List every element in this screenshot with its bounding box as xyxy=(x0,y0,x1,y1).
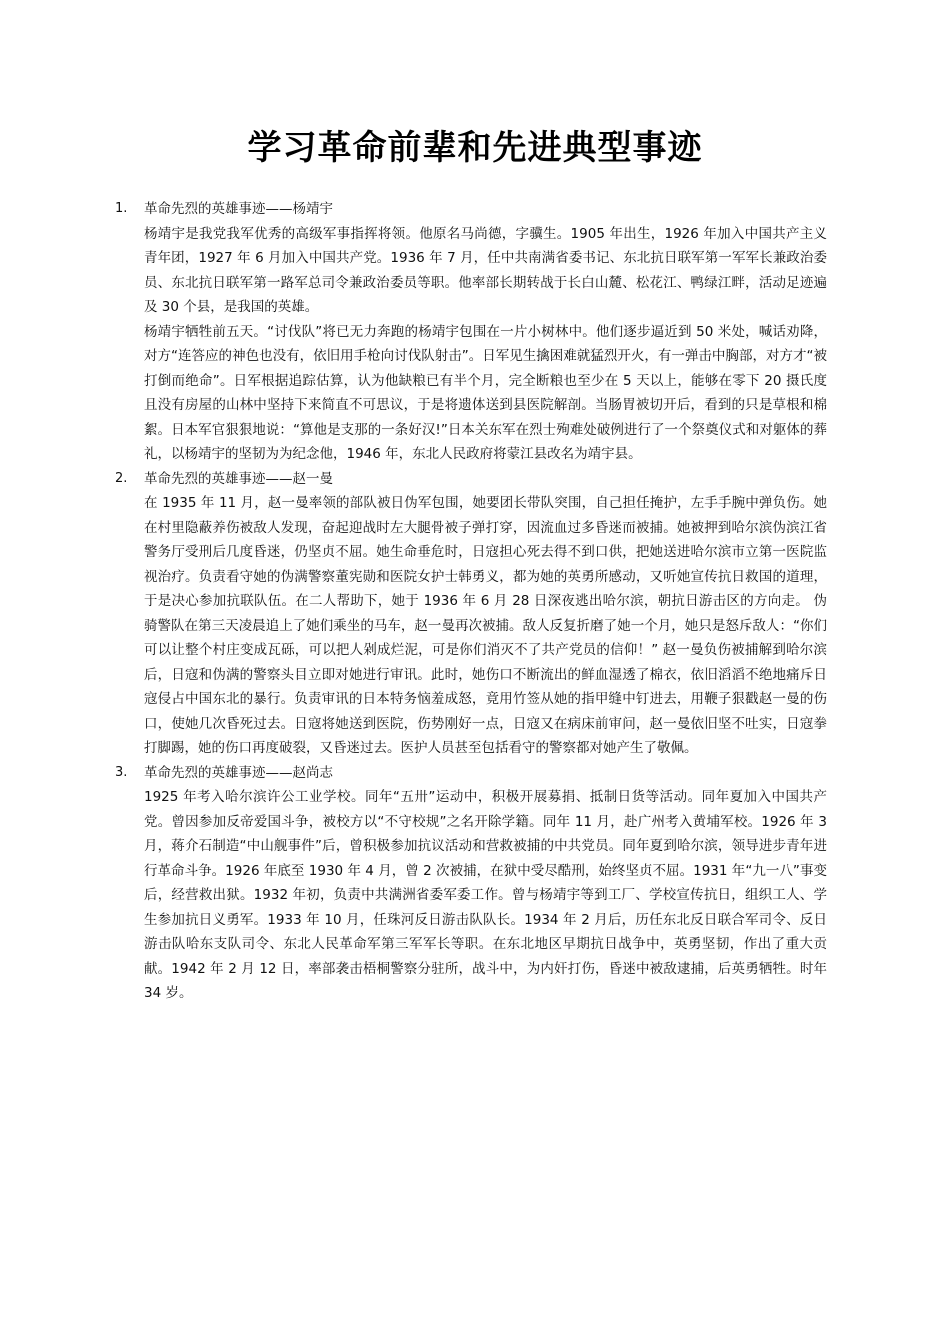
list-number: 2. xyxy=(115,470,128,486)
paragraph: 杨靖宇是我党我军优秀的高级军事指挥将领。他原名马尚德，字骥生。1905 年出生，1926 年加入中国共产主义青年团，1927 年 6 月加入中国共产党。1936 年 7 月，任中共南满省委书记、东北抗日联军第一军军长兼政治委员、东北抗日联军第一路军总司令兼政治委员等职。他率部长期转战于长白山麓、松花江、鸭绿江畔，活动足迹遍及 30 个县，是我国的英雄。 xyxy=(144,225,827,315)
paragraph: 在 1935 年 11 月，赵一曼率领的部队被日伪军包围，她要团长带队突围，自己担任掩护，左手手腕中弹负伤。她在村里隐蔽养伤被敌人发现，奋起迎战时左大腿骨被子弹打穿，因流血过多昏迷而被捕。她被押到哈尔滨伪滨江省警务厅受刑后几度昏迷，仍坚贞不屈。她生命垂危时，日寇担心死去得不到口供，把她送进哈尔滨市立第一医院监视治疗。负责看守她的伪满警察董宪勋和医院女护士韩勇义，都为她的英勇所感动，又听她宣传抗日救国的道理，于是决心参加抗联队伍。在二人帮助下，她于 1936 年 6 月 28 日深夜逃出哈尔滨，朝抗日游击区的方向走。 伪骑警队在第三天凌晨追上了她们乘坐的马车，赵一曼再次被捕。敌人反复折磨了她一个月，她只是怒斥敌人：“你们可以让整个村庄变成瓦砾，可以把人剁成烂泥，可是你们消灭不了共产党员的信仰！” 赵一曼负伤被捕解到哈尔滨后，日寇和伪满的警察头目立即对她进行审讯。此时，她伤口不断流出的鲜血湿透了棉衣，依旧滔滔不绝地痛斥日寇侵占中国东北的暴行。负责审讯的日本特务恼羞成怒，竟用竹签从她的指甲缝中钉进去，用鞭子狠戳赵一曼的伤口，使她几次昏死过去。日寇将她送到医院，伤势刚好一点，日寇又在病床前审问，赵一曼依旧坚不吐实，日寇拳打脚踢，她的伤口再度破裂，又昏迷过去。医护人员甚至包括看守的警察都对她产生了敬佩。 xyxy=(144,495,827,756)
page-title: 学习革命前辈和先进典型事迹 xyxy=(247,128,703,168)
section-yang-jingyu xyxy=(112,197,827,467)
list-number: 3. xyxy=(115,764,128,780)
paragraph: 1925 年考入哈尔滨许公工业学校。同年“五卅”运动中，积极开展募捐、抵制日货等活动。同年夏加入中国共产党。曾因参加反帝爱国斗争，被校方以“不守校规”之名开除学籍。同年 11 月，赴广州考入黄埔军校。1926 年 3 月，蒋介石制造“中山舰事件”后，曾积极参加抗议活动和营救被捕的中共党员。同年夏到哈尔滨，领导进步青年进行革命斗争。1926 年底至 1930 年 4 月，曾 2 次被捕，在狱中受尽酷刑，始终坚贞不屈。1931 年“九一八”事变后，经营救出狱。1932 年初，负责中共满洲省委军委工作。曾与杨靖宇等到工厂、学校宣传抗日，组织工人、学生参加抗日义勇军。1933 年 10 月，任珠河反日游击队队长。1934 年 2 月后，历任东北反日联合军司令、反日游击队哈东支队司令、东北人民革命军第三军军长等职。在东北地区早期抗日战争中，英勇坚韧，作出了重大贡献。1942 年 2 月 12 日，率部袭击梧桐警察分驻所，战斗中，为内奸打伤，昏迷中被敌逮捕，后英勇牺牲。时年 34 岁。 xyxy=(144,789,827,1001)
list-number: 1. xyxy=(115,201,128,216)
section-heading: 革命先烈的英雄事迹——杨靖宇 xyxy=(144,201,333,217)
document-body xyxy=(112,197,827,1006)
section-zhao-shangzhi xyxy=(112,761,827,1006)
section-zhao-yiman xyxy=(112,467,827,761)
section-heading: 革命先烈的英雄事迹——赵一曼 xyxy=(144,470,333,487)
section-heading: 革命先烈的英雄事迹——赵尚志 xyxy=(144,764,333,781)
paragraph: 杨靖宇牺牲前五天。“讨伐队”将已无力奔跑的杨靖宇包围在一片小树林中。他们逐步逼近到 50 米处，喊话劝降，对方“连答应的神色也没有，依旧用手枪向讨伐队射击”。日军见生擒困难就猛烈开火，有一弹击中胸部，对方才“被打倒而绝命”。日军根据追踪估算，认为他缺粮已有半个月，完全断粮也至少在 5 天以上，能够在零下 20 摄氏度且没有房屋的山林中坚持下来简直不可思议，于是将遗体送到县医院解剖。当肠胃被切开后，看到的只是草根和棉絮。日本军官狠狠地说：“算他是支那的一条好汉!”日本关东军在烈士殉难处破例进行了一个祭奠仪式和对躯体的葬礼，以杨靖宇的坚韧为为纪念他，1946 年，东北人民政府将蒙江县改名为靖宇县。 xyxy=(144,323,827,462)
